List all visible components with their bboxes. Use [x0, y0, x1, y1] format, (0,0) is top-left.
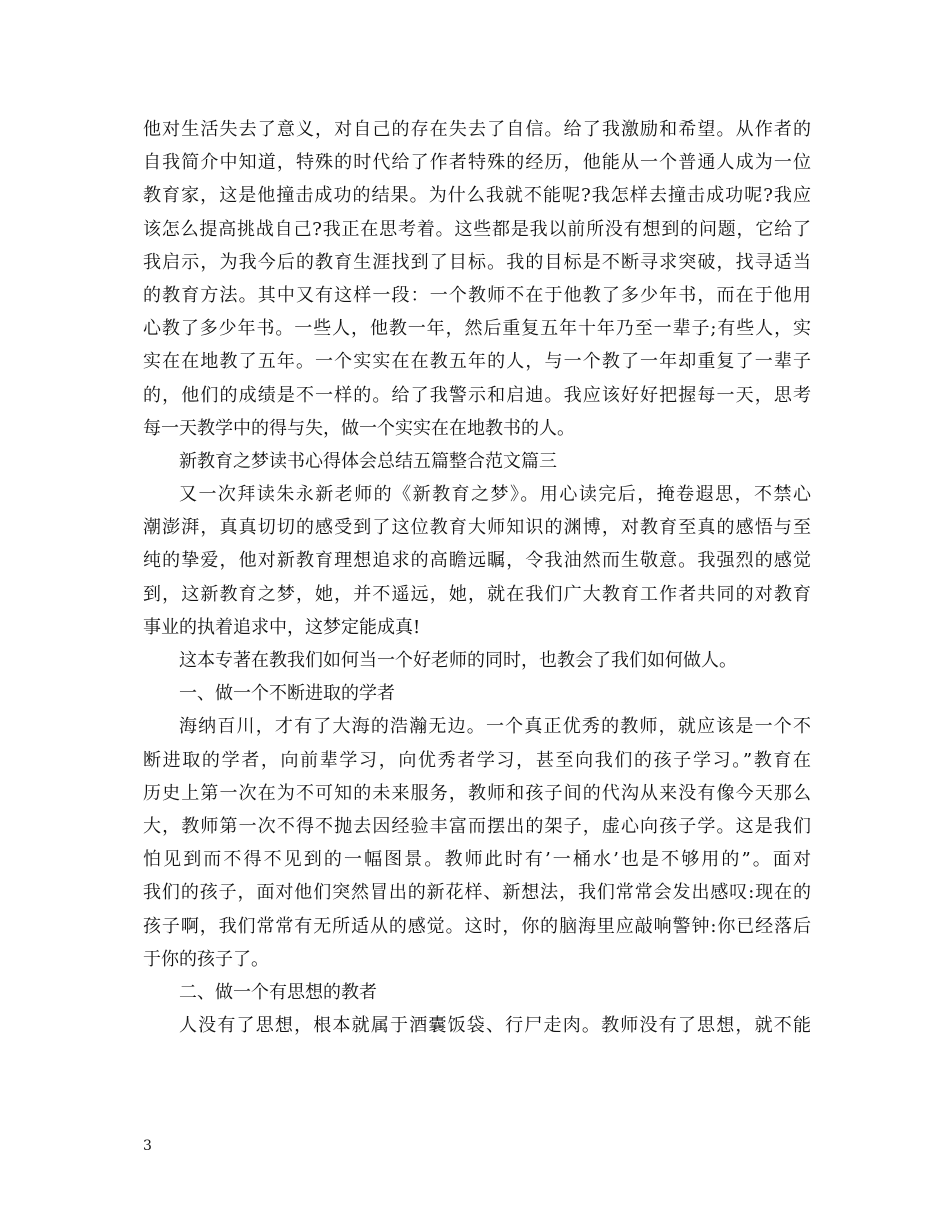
text-line: 的教育方法。其中又有这样一段：一个教师不在于他教了多少年书，而在于他用	[143, 284, 811, 306]
text-line: 怕见到而不得不见到的一幅图景。教师此时有’一桶水’也是不够用的”。面对	[143, 849, 811, 871]
text-line: 该怎么提高挑战自己?我正在思考着。这些都是我以前所没有想到的问题，它给了	[143, 218, 811, 240]
text-line: 纯的挚爱，他对新教育理想追求的高瞻远瞩，令我油然而生敬意。我强烈的感觉	[143, 550, 811, 572]
text-line: 人没有了思想，根本就属于酒囊饭袋、行尸走肉。教师没有了思想，就不能	[179, 1015, 811, 1037]
text-line: 我们的孩子，面对他们突然冒出的新花样、新想法，我们常常会发出感叹:现在的	[143, 882, 811, 904]
text-line: 孩子啊，我们常常有无所适从的感觉。这时，你的脑海里应敲响警钟:你已经落后	[143, 915, 811, 937]
text-line: 他对生活失去了意义，对自己的存在失去了自信。给了我激励和希望。从作者的	[143, 119, 811, 140]
text-line: 大，教师第一次不得不抛去因经验丰富而摆出的架子，虚心向孩子学。这是我们	[143, 815, 811, 837]
text-line: 海纳百川，才有了大海的浩瀚无边。一个真正优秀的教师，就应该是一个不	[179, 716, 811, 738]
text-line: 潮澎湃，真真切切的感受到了这位教育大师知识的渊博，对教育至真的感悟与至	[143, 517, 811, 539]
text-line: 的，他们的成绩是不一样的。给了我警示和启迪。我应该好好把握每一天，思考	[143, 384, 811, 406]
text-line: 新教育之梦读书心得体会总结五篇整合范文篇三	[179, 450, 557, 472]
body-text	[143, 113, 811, 1042]
text-line: 于你的孩子了。	[143, 948, 269, 970]
text-line: 实在在地教了五年。一个实实在在教五年的人，与一个教了一年却重复了一辈子	[143, 351, 811, 373]
page-number: 3	[143, 1138, 152, 1154]
text-line: 每一天教学中的得与失，做一个实实在在地教书的人。	[143, 417, 575, 439]
text-line: 一、做一个不断进取的学者	[179, 683, 395, 705]
text-line: 断进取的学者，向前辈学习，向优秀者学习，甚至向我们的孩子学习。”教育在	[143, 749, 811, 771]
text-line: 又一次拜读朱永新老师的《新教育之梦》。用心读完后，掩卷遐思，不禁心	[179, 484, 811, 506]
text-line: 历史上第一次在为不可知的未来服务，教师和孩子间的代沟从来没有像今天那么	[143, 782, 811, 804]
text-line: 心教了多少年书。一些人，他教一年，然后重复五年十年乃至一辈子;有些人，实	[143, 318, 811, 340]
text-line: 这本专著在教我们如何当一个好老师的同时，也教会了我们如何做人。	[179, 650, 737, 671]
text-line: 自我简介中知道，特殊的时代给了作者特殊的经历，他能从一个普通人成为一位	[143, 152, 811, 174]
text-line: 事业的执着追求中，这梦定能成真!	[143, 616, 421, 638]
text-line: 二、做一个有思想的教者	[179, 981, 377, 1003]
text-line: 我启示，为我今后的教育生涯找到了目标。我的目标是不断寻求突破，找寻适当	[143, 251, 811, 273]
text-line: 教育家，这是他撞击成功的结果。为什么我就不能呢?我怎样去撞击成功呢?我应	[143, 185, 811, 207]
text-line: 到，这新教育之梦，她，并不遥远，她，就在我们广大教育工作者共同的对教育	[143, 583, 811, 605]
